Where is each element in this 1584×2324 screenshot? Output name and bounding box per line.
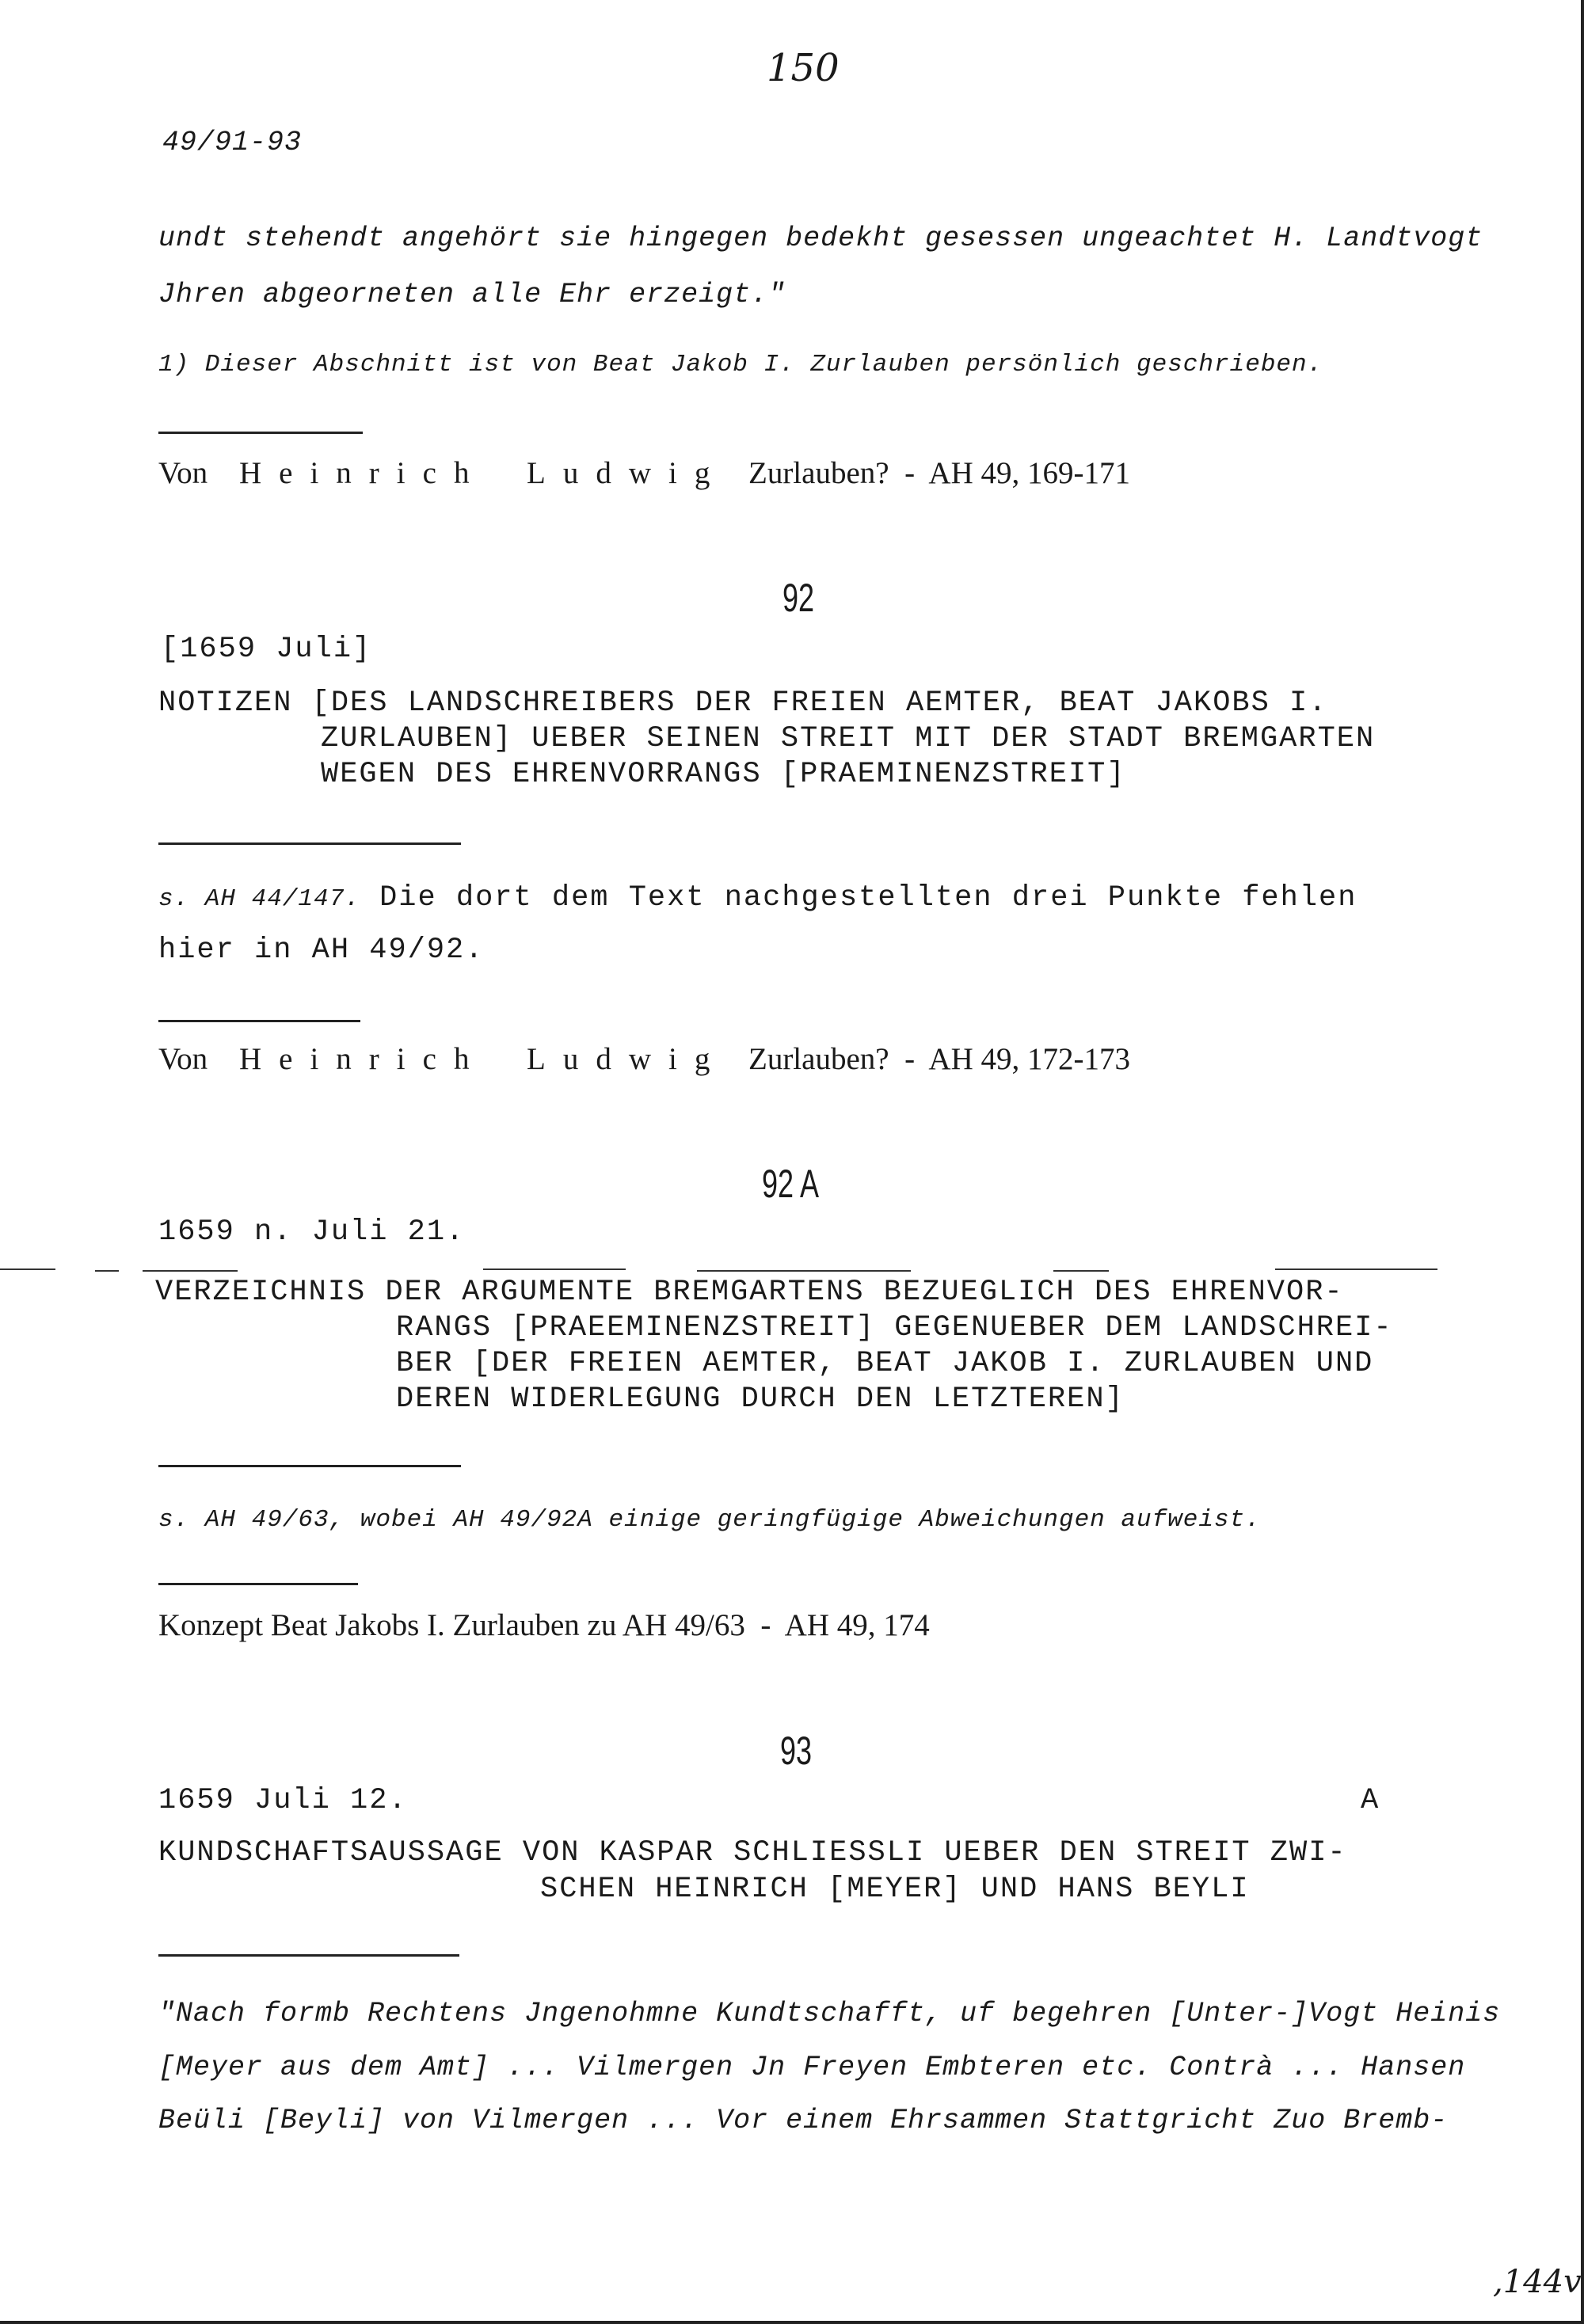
folio-number: 150 [767,46,840,90]
source-name-heinrich: Heinrich [239,1042,487,1076]
entry-92a-title-line-3: BER [DER FREIEN AEMTER, BEAT JAKOB I. ZURLAUBEN UND [396,1347,1374,1380]
scan-line [143,1270,238,1272]
archive-reference: 49/91-93 [162,127,303,158]
source-name-ludwig: Ludwig [527,1042,728,1076]
footnote: 1) Dieser Abschnitt ist von Beat Jakob I. Zurlauben persönlich geschrieben. [158,351,1323,378]
intro-line-2: Jhren abgeorneten alle Ehr erzeigt." [158,279,786,310]
entry-92a-note: s. AH 49/63, wobei AH 49/92A einige geringfügige Abweichungen aufweist. [158,1506,1261,1534]
entry-93-text-line-2: [Meyer aus dem Amt] ... Vilmergen Jn Freyen Embteren etc. Contrà ... Hansen [158,2052,1466,2083]
entry-92a-title-line-4: DEREN WIDERLEGUNG DURCH DEN LETZTEREN] [396,1383,1125,1416]
scan-line [1275,1269,1437,1270]
entry-92-title-line-3: WEGEN DES EHRENVORRANGS [PRAEMINENZSTREIT] [321,758,1126,791]
entry-92a-title-line-1: VERZEICHNIS DER ARGUMENTE BREMGARTENS BEZUEGLICH DES EHRENVOR- [155,1276,1344,1309]
entry-92a-title-line-2: RANGS [PRAEEMINENZSTREIT] GEGENUEBER DEM LANDSCHREI- [396,1311,1393,1345]
separator-rule [158,1020,360,1022]
entry-92-note-line-2: hier in AH 49/92. [158,934,485,967]
entry-92a-date: 1659 n. Juli 21. [158,1215,466,1249]
source-name-ludwig: Ludwig [527,456,728,490]
entry-92-note-ref: s. AH 44/147. [158,885,360,913]
scan-line [697,1270,911,1272]
source-rest: Zurlauben? - AH 49, 172-173 [748,1042,1130,1076]
entry-93-text-line-3: Beüli [Beyli] von Vilmergen ... Vor einem Ehrsammen Stattgricht Zuo Bremb- [158,2105,1449,2136]
entry-92-title-line-1: NOTIZEN [DES LANDSCHREIBERS DER FREIEN AEMTER, BEAT JAKOBS I. [158,687,1328,720]
entry-number-92a: 92 A [762,1162,820,1206]
separator-rule [158,1465,461,1467]
entry-93-title-line-1: KUNDSCHAFTSAUSSAGE VON KASPAR SCHLIESSLI UEBER DEN STREIT ZWI- [158,1836,1347,1869]
source-prefix: Von [158,1042,208,1076]
entry-92-date: [1659 Juli] [161,633,372,666]
entry-93-marker: A [1361,1784,1380,1817]
separator-rule [158,1954,459,1957]
entry-93-text-line-1: "Nach formb Rechtens Jngenohmne Kundtschafft, uf begehren [Unter-]Vogt Heinis [158,1998,1501,2029]
source-name-heinrich: Heinrich [239,456,487,490]
scan-line [1053,1270,1109,1272]
scan-line [483,1269,626,1270]
entry-93-title-line-2: SCHEN HEINRICH [MEYER] UND HANS BEYLI [540,1873,1250,1906]
entry-number-93: 93 [780,1729,813,1773]
entry-number-92: 92 [782,576,815,620]
entry-92-note-line-1 [158,881,1357,915]
entry-92-title-line-2: ZURLAUBEN] UEBER SEINEN STREIT MIT DER STADT BREMGARTEN [321,722,1376,755]
scan-line [95,1270,119,1272]
intro-line-1: undt stehendt angehört sie hingegen bedekht gesessen ungeachtet H. Landtvogt [158,223,1483,254]
source-line-3: Konzept Beat Jakobs I. Zurlauben zu AH 49/63 - AH 49, 174 [158,1608,930,1642]
source-rest: Zurlauben? - AH 49, 169-171 [748,456,1130,490]
source-prefix: Von [158,456,208,490]
entry-92-note-text: Die dort dem Text nachgestellten drei Punkte fehlen [379,881,1357,915]
separator-rule [158,432,363,434]
separator-rule [158,1583,358,1585]
separator-rule [158,842,461,845]
scan-line [0,1269,55,1270]
entry-93-date: 1659 Juli 12. [158,1784,408,1817]
folio-number-bottom: ,144v [1493,2264,1582,2300]
